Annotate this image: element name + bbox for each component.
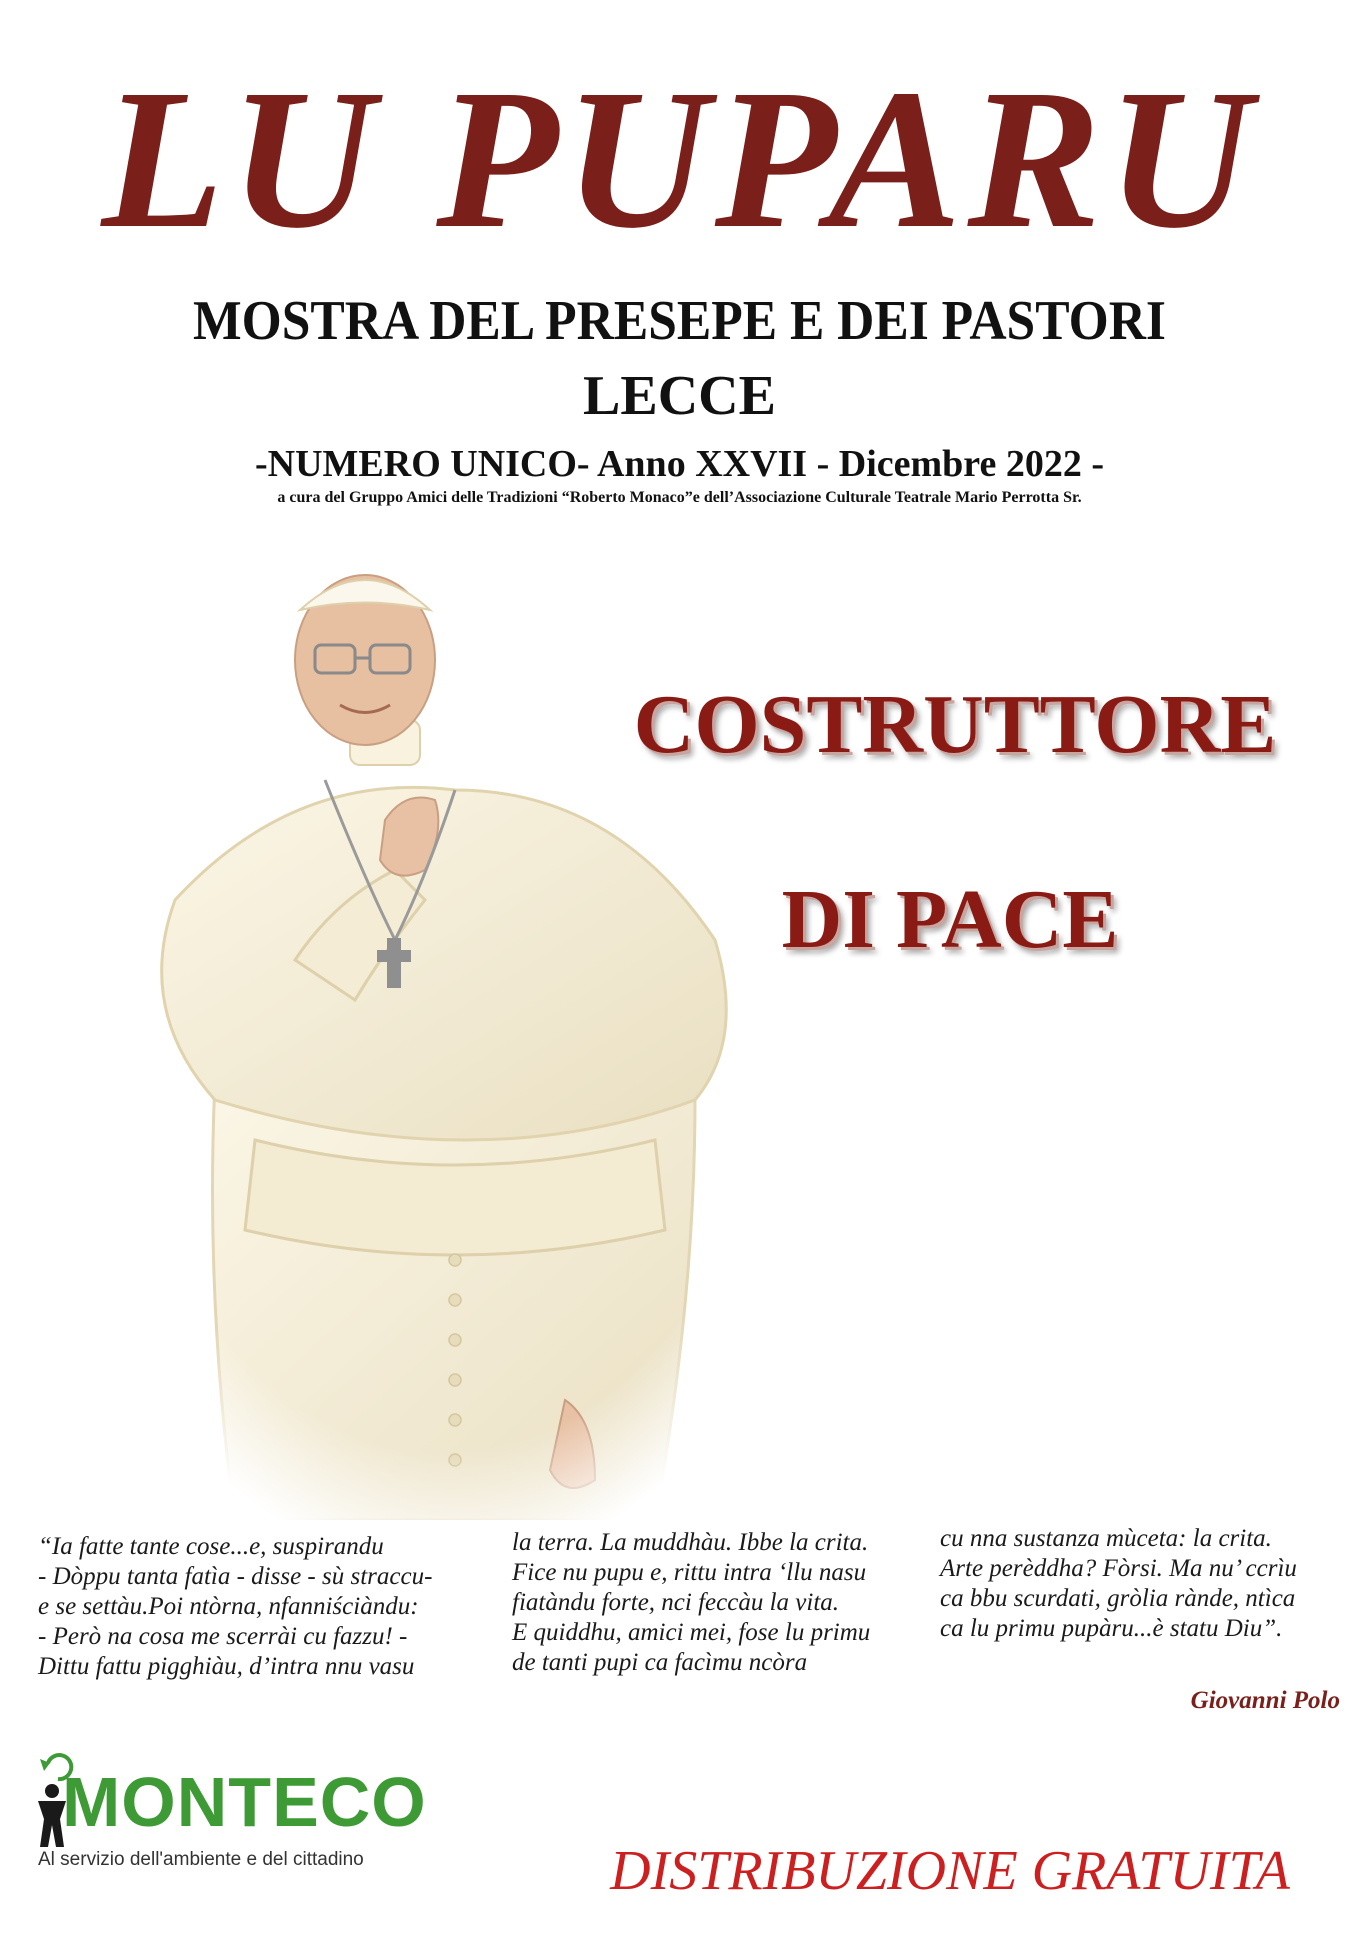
poem-line: - Dòppu tanta fatìa - disse - sù straccu- <box>38 1563 433 1590</box>
credits-line: a cura del Gruppo Amici delle Tradizioni “Roberto Monaco”e dell’Associazione Culturale Teatrale Mario Perrotta Sr. <box>277 489 1082 506</box>
sponsor-tagline: Al servizio dell'ambiente e del cittadino <box>38 1849 364 1870</box>
poem-column-1 <box>38 1532 508 1682</box>
poem-line: Fice nu pupu e, rittu intra ‘llu nasu <box>512 1559 867 1586</box>
poem-line: la terra. La muddhàu. Ibbe la crita. <box>512 1529 869 1556</box>
headline-di-pace: DI PACE <box>781 873 1119 966</box>
poem-line: ca lu primu pupàru...è statu Diu”. <box>940 1615 1283 1642</box>
headline-costruttore: COSTRUTTORE <box>633 678 1277 771</box>
sponsor-name: MONTECO <box>62 1763 427 1841</box>
poem-line: Dittu fattu pigghiàu, d’intra nnu vasu <box>38 1653 415 1680</box>
poem-line: ca bbu scurdati, gròlia rànde, ntìca <box>940 1585 1296 1612</box>
poem-column-2 <box>512 1528 942 1678</box>
poem-line: de tanti pupi ca facìmu ncòra <box>512 1649 808 1676</box>
issue-line: -NUMERO UNICO- Anno XXVII - Dicembre 2022 - <box>255 443 1104 485</box>
poem-signature: Giovanni Polo <box>1190 1687 1340 1714</box>
poem-line: E quiddhu, amici mei, fose lu primu <box>512 1619 871 1646</box>
city-name: LECCE <box>583 365 776 427</box>
poem-line: fiatàndu forte, nci feccàu la vita. <box>512 1589 840 1616</box>
poem-column-3 <box>940 1524 1340 1644</box>
exhibition-subtitle: MOSTRA DEL PRESEPE E DEI PASTORI <box>193 290 1166 352</box>
poem-line: “Ia fatte tante cose...e, suspirandu <box>38 1533 384 1560</box>
poem-line: Arte perèddha? Fòrsi. Ma nu’ ccrìu <box>940 1555 1297 1582</box>
poem-line: - Però na cosa me scerrài cu fazzu! - <box>38 1623 408 1650</box>
distribution-notice: DISTRIBUZIONE GRATUITA <box>610 1840 1290 1902</box>
masthead-title: LU PUPARU <box>101 49 1258 270</box>
poem-line: cu nna sustanza mùceta: la crita. <box>940 1525 1272 1552</box>
poem-line: e se settàu.Poi ntòrna, nfanniściàndu: <box>38 1593 419 1620</box>
